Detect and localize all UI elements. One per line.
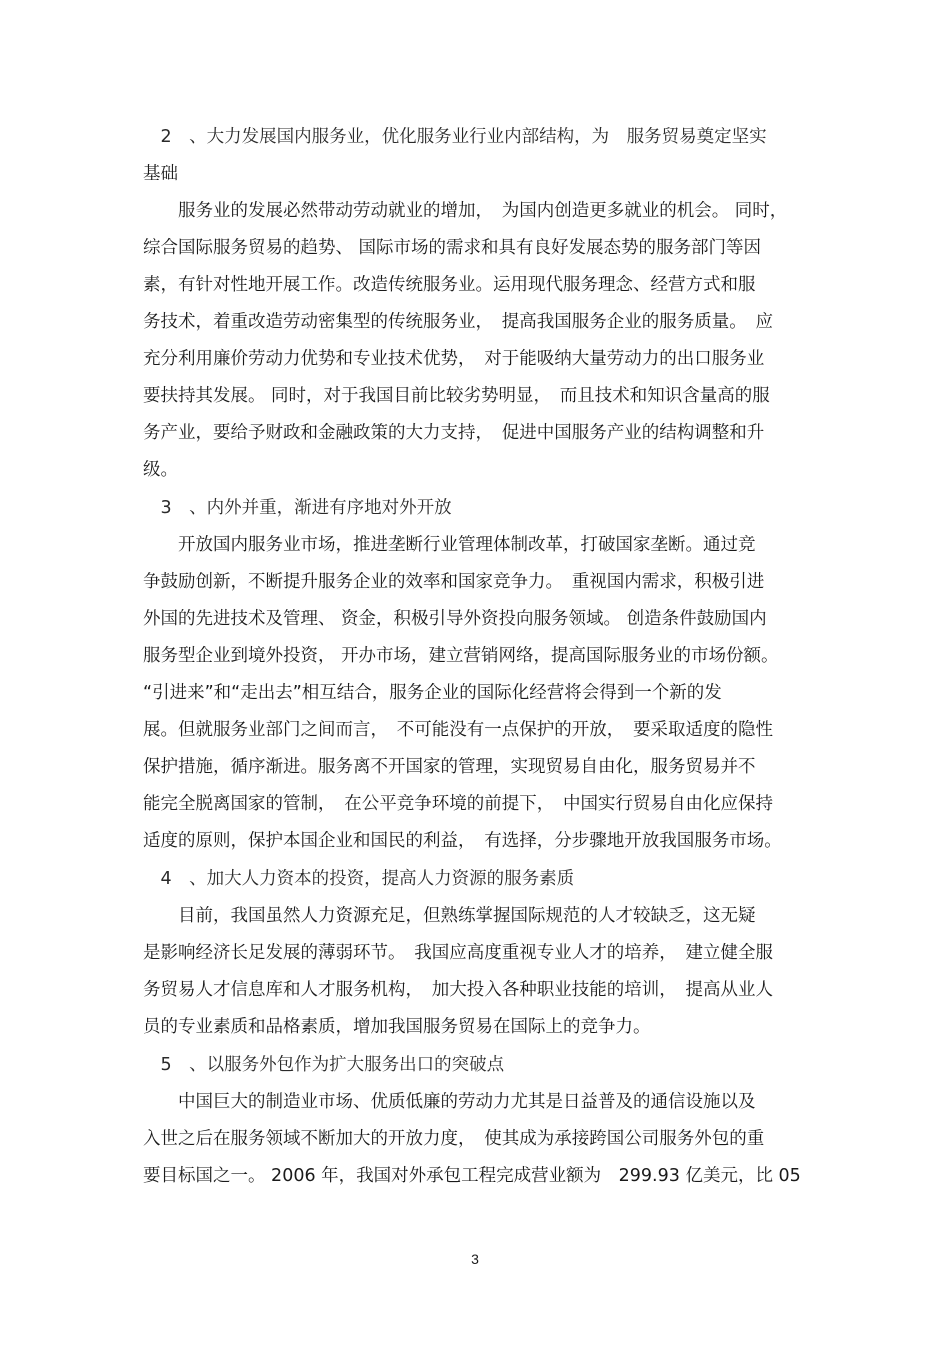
text-line: 要目标国之一。 2006 年，我国对外承包工程完成营业额为 299.93 亿美元，比 05 [143,1166,801,1186]
text-line: “引进来”和“走出去”相互结合，服务企业的国际化经营将会得到一个新的发 [143,683,722,703]
text-line: 外国的先进技术及管理、 资金，积极引导外资投向服务领域。 创造条件鼓励国内 [143,609,767,629]
section-heading-5: 5 、以服务外包作为扩大服务出口的突破点 [143,1055,505,1075]
text-line: 充分利用廉价劳动力优势和专业技术优势， 对于能吸纳大量劳动力的出口服务业 [143,349,765,369]
text-line: 素，有针对性地开展工作。改造传统服务业。运用现代服务理念、经营方式和服 [143,275,756,295]
text-line: 是影响经济长足发展的薄弱环节。 我国应高度重视专业人才的培养， 建立健全服 [143,943,773,963]
text-line: 适度的原则，保护本国企业和国民的利益， 有选择，分步骤地开放我国服务市场。 [143,831,782,851]
text-line: 级。 [143,460,178,480]
text-line: 目前，我国虽然人力资源充足，但熟练掌握国际规范的人才较缺乏，这无疑 [143,906,756,926]
text-line: 保护措施，循序渐进。服务离不开国家的管理，实现贸易自由化，服务贸易并不 [143,757,756,777]
text-line: 务技术，着重改造劳动密集型的传统服务业， 提高我国服务企业的服务质量。 应 [143,312,773,332]
text-line: 务产业，要给予财政和金融政策的大力支持， 促进中国服务产业的结构调整和升 [143,423,765,443]
section-heading-4: 4 、加大人力资本的投资，提高人力资源的服务素质 [143,869,575,889]
section-heading-2: 2 、大力发展国内服务业，优化服务业行业内部结构，为 服务贸易奠定坚实 [143,127,767,147]
text-line: 员的专业素质和品格素质，增加我国服务贸易在国际上的竞争力。 [143,1017,651,1037]
section-heading-3: 3 、内外并重，渐进有序地对外开放 [143,498,452,518]
text-line: 开放国内服务业市场，推进垄断行业管理体制改革，打破国家垄断。通过竞 [143,535,756,555]
text-line: 综合国际服务贸易的趋势、 国际市场的需求和具有良好发展态势的服务部门等因 [143,238,762,258]
text-line: 展。但就服务业部门之间而言， 不可能没有一点保护的开放， 要采取适度的隐性 [143,720,773,740]
text-line: 能完全脱离国家的管制， 在公平竞争环境的前提下， 中国实行贸易自由化应保持 [143,794,773,814]
text-line: 要扶持其发展。 同时，对于我国目前比较劣势明显， 而且技术和知识含量高的服 [143,386,770,406]
text-line: 务贸易人才信息库和人才服务机构， 加大投入各种职业技能的培训， 提高从业人 [143,980,773,1000]
text-line: 服务业的发展必然带动劳动就业的增加， 为国内创造更多就业的机会。 同时， [143,201,788,221]
page-number: 3 [471,1251,479,1267]
text-line: 基础 [143,164,178,184]
text-line: 服务型企业到境外投资， 开办市场，建立营销网络，提高国际服务业的市场份额。 [143,646,779,666]
text-line: 中国巨大的制造业市场、优质低廉的劳动力尤其是日益普及的通信设施以及 [143,1092,756,1112]
text-line: 争鼓励创新，不断提升服务企业的效率和国家竞争力。 重视国内需求，积极引进 [143,572,765,592]
text-line: 入世之后在服务领域不断加大的开放力度， 使其成为承接跨国公司服务外包的重 [143,1129,765,1149]
